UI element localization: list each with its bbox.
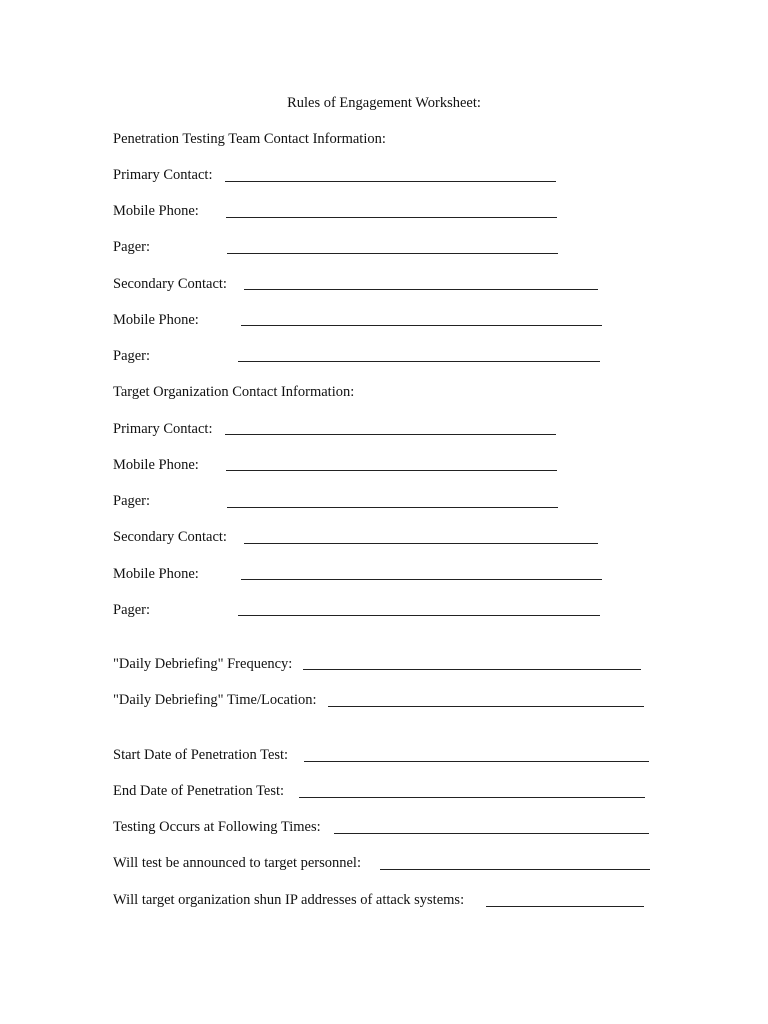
- testing-times-label: Testing Occurs at Following Times:: [113, 819, 321, 835]
- team-primary-mobile-field[interactable]: [226, 217, 557, 218]
- team-secondary-contact-label: Secondary Contact:: [113, 276, 227, 292]
- debriefing-time-location-label: "Daily Debriefing" Time/Location:: [113, 692, 317, 708]
- target-secondary-contact-field[interactable]: [244, 543, 598, 544]
- team-secondary-mobile-field[interactable]: [241, 325, 602, 326]
- debriefing-time-location-field[interactable]: [328, 706, 644, 707]
- target-contact-heading: Target Organization Contact Information:: [113, 384, 355, 400]
- debriefing-frequency-label: "Daily Debriefing" Frequency:: [113, 656, 293, 672]
- team-primary-pager-field[interactable]: [227, 253, 558, 254]
- worksheet-title: Rules of Engagement Worksheet:: [287, 95, 481, 111]
- team-primary-mobile-label: Mobile Phone:: [113, 203, 199, 219]
- team-secondary-mobile-label: Mobile Phone:: [113, 312, 199, 328]
- debriefing-frequency-field[interactable]: [303, 669, 641, 670]
- testing-times-field[interactable]: [334, 833, 649, 834]
- target-primary-contact-label: Primary Contact:: [113, 421, 213, 437]
- target-primary-pager-field[interactable]: [227, 507, 558, 508]
- team-secondary-pager-field[interactable]: [238, 361, 600, 362]
- team-primary-contact-field[interactable]: [225, 181, 556, 182]
- target-secondary-pager-label: Pager:: [113, 602, 151, 618]
- team-secondary-pager-label: Pager:: [113, 348, 151, 364]
- start-date-label: Start Date of Penetration Test:: [113, 747, 289, 763]
- test-announced-field[interactable]: [380, 869, 650, 870]
- team-secondary-contact-field[interactable]: [244, 289, 598, 290]
- shun-ip-field[interactable]: [486, 906, 644, 907]
- end-date-field[interactable]: [299, 797, 645, 798]
- target-primary-mobile-label: Mobile Phone:: [113, 457, 199, 473]
- target-secondary-pager-field[interactable]: [238, 615, 600, 616]
- start-date-field[interactable]: [304, 761, 649, 762]
- team-primary-contact-label: Primary Contact:: [113, 167, 213, 183]
- shun-ip-label: Will target organization shun IP addresses of attack systems:: [113, 892, 465, 908]
- team-primary-pager-label: Pager:: [113, 239, 151, 255]
- test-announced-label: Will test be announced to target personnel:: [113, 855, 361, 871]
- target-secondary-mobile-label: Mobile Phone:: [113, 566, 199, 582]
- target-primary-contact-field[interactable]: [225, 434, 556, 435]
- team-contact-heading: Penetration Testing Team Contact Information:: [113, 131, 386, 147]
- end-date-label: End Date of Penetration Test:: [113, 783, 285, 799]
- target-secondary-contact-label: Secondary Contact:: [113, 529, 227, 545]
- target-primary-mobile-field[interactable]: [226, 470, 557, 471]
- target-primary-pager-label: Pager:: [113, 493, 151, 509]
- target-secondary-mobile-field[interactable]: [241, 579, 602, 580]
